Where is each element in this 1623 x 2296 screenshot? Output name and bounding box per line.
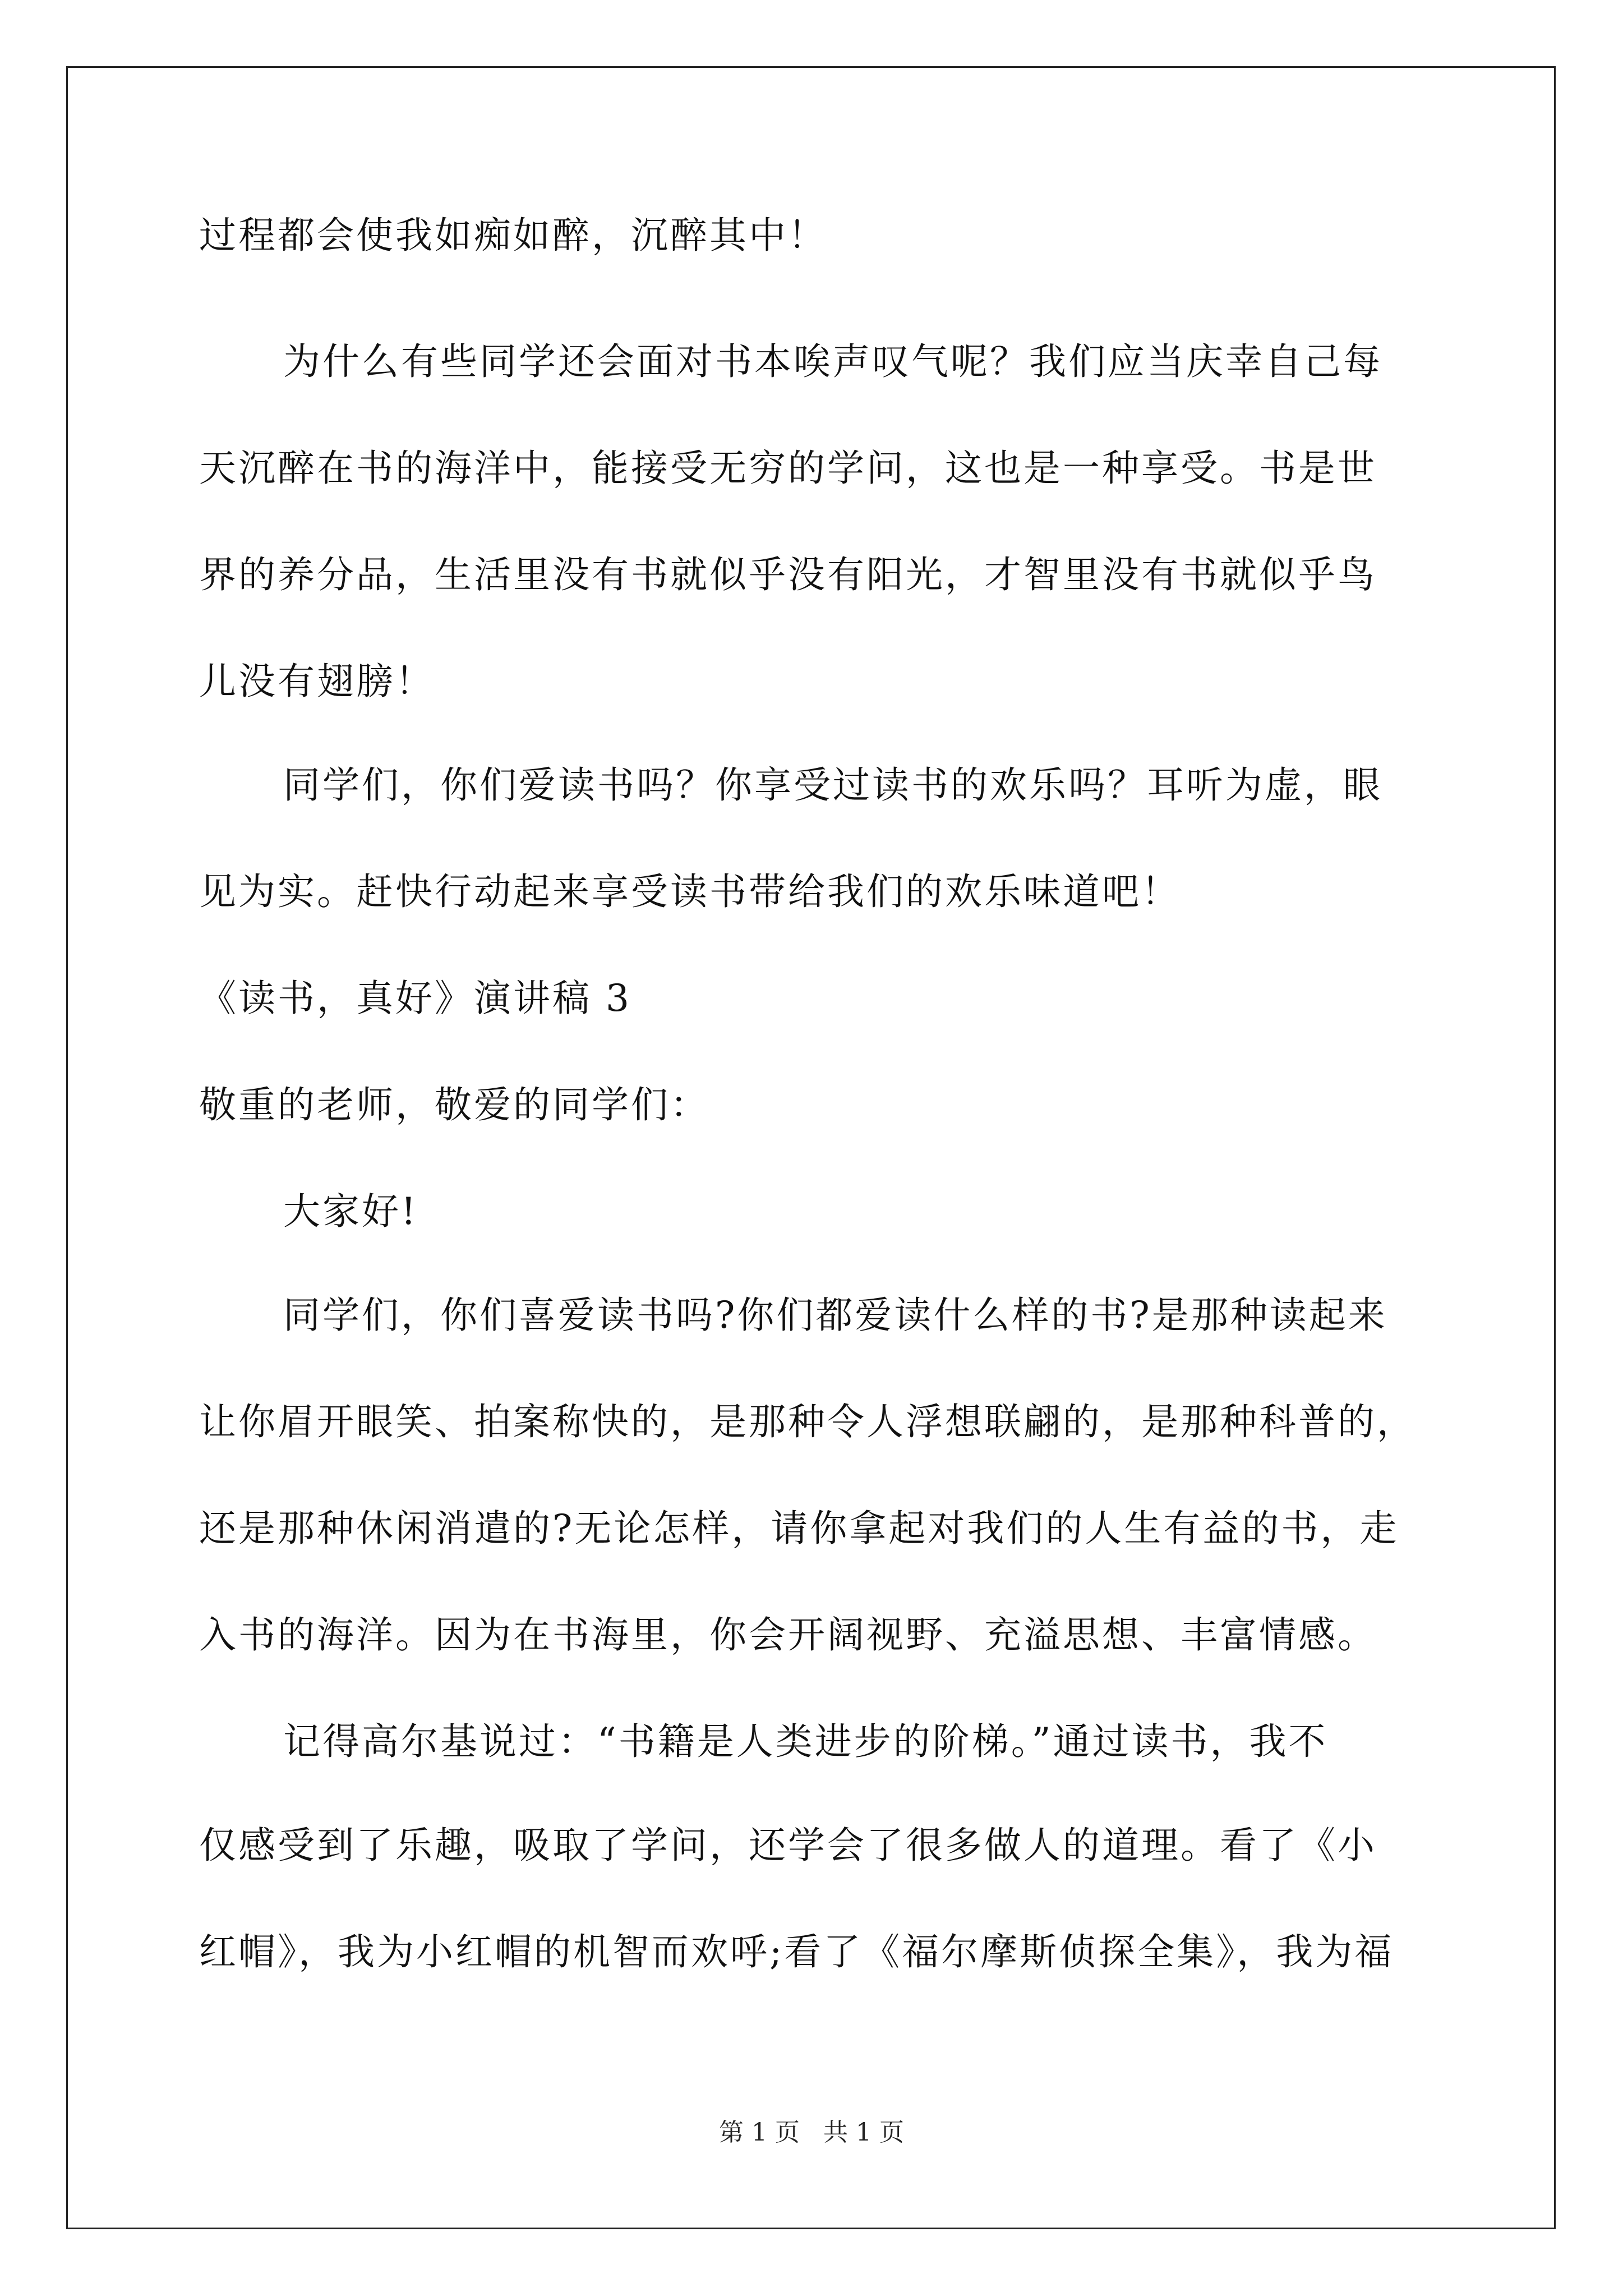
text-line: 同学们，你们喜爱读书吗?你们都爱读什么样的书?是那种读起来 bbox=[283, 1294, 1387, 1337]
text-line: 界的养分品，生活里没有书就似乎没有阳光，才智里没有书就似乎鸟 bbox=[199, 553, 1377, 596]
text-line: 还是那种休闲消遣的?无论怎样，请你拿起对我们的人生有益的书，走 bbox=[199, 1507, 1399, 1550]
text-line: 见为实。赶快行动起来享受读书带给我们的欢乐味道吧！ bbox=[199, 870, 1181, 913]
text-line: 仅感受到了乐趣，吸取了学问，还学会了很多做人的道理。看了《小 bbox=[199, 1824, 1377, 1867]
text-line: 为什么有些同学还会面对书本唉声叹气呢？我们应当庆幸自己每 bbox=[283, 340, 1382, 383]
text-line: 同学们，你们爱读书吗？你享受过读书的欢乐吗？耳听为虚，眼 bbox=[283, 763, 1382, 807]
page-total: 共 1 页 bbox=[823, 2118, 904, 2147]
text-line: 红帽》，我为小红帽的机智而欢呼;看了《福尔摩斯侦探全集》，我为福 bbox=[199, 1930, 1394, 1973]
page-border bbox=[66, 66, 1556, 2229]
greeting: 大家好! bbox=[283, 1190, 418, 1233]
text-line: 儿没有翅膀！ bbox=[199, 660, 435, 703]
text-line: 记得高尔基说过：“书籍是人类进步的阶梯。”通过读书，我不 bbox=[283, 1720, 1328, 1763]
text-line: 让你眉开眼笑、拍案称快的，是那种令人浮想联翩的，是那种科普的， bbox=[199, 1400, 1416, 1443]
section-title: 《读书，真好》演讲稿 3 bbox=[199, 977, 631, 1020]
page-footer bbox=[0, 2116, 1623, 2150]
text-line: 天沉醉在书的海洋中，能接受无穷的学问，这也是一种享受。书是世 bbox=[199, 447, 1377, 490]
salutation: 敬重的老师，敬爱的同学们： bbox=[199, 1083, 709, 1126]
text-line: 入书的海洋。因为在书海里，你会开阔视野、充溢思想、丰富情感。 bbox=[199, 1613, 1377, 1657]
text-line: 过程都会使我如痴如醉，沉醉其中！ bbox=[199, 214, 827, 257]
page-number: 第 1 页 bbox=[719, 2118, 800, 2147]
